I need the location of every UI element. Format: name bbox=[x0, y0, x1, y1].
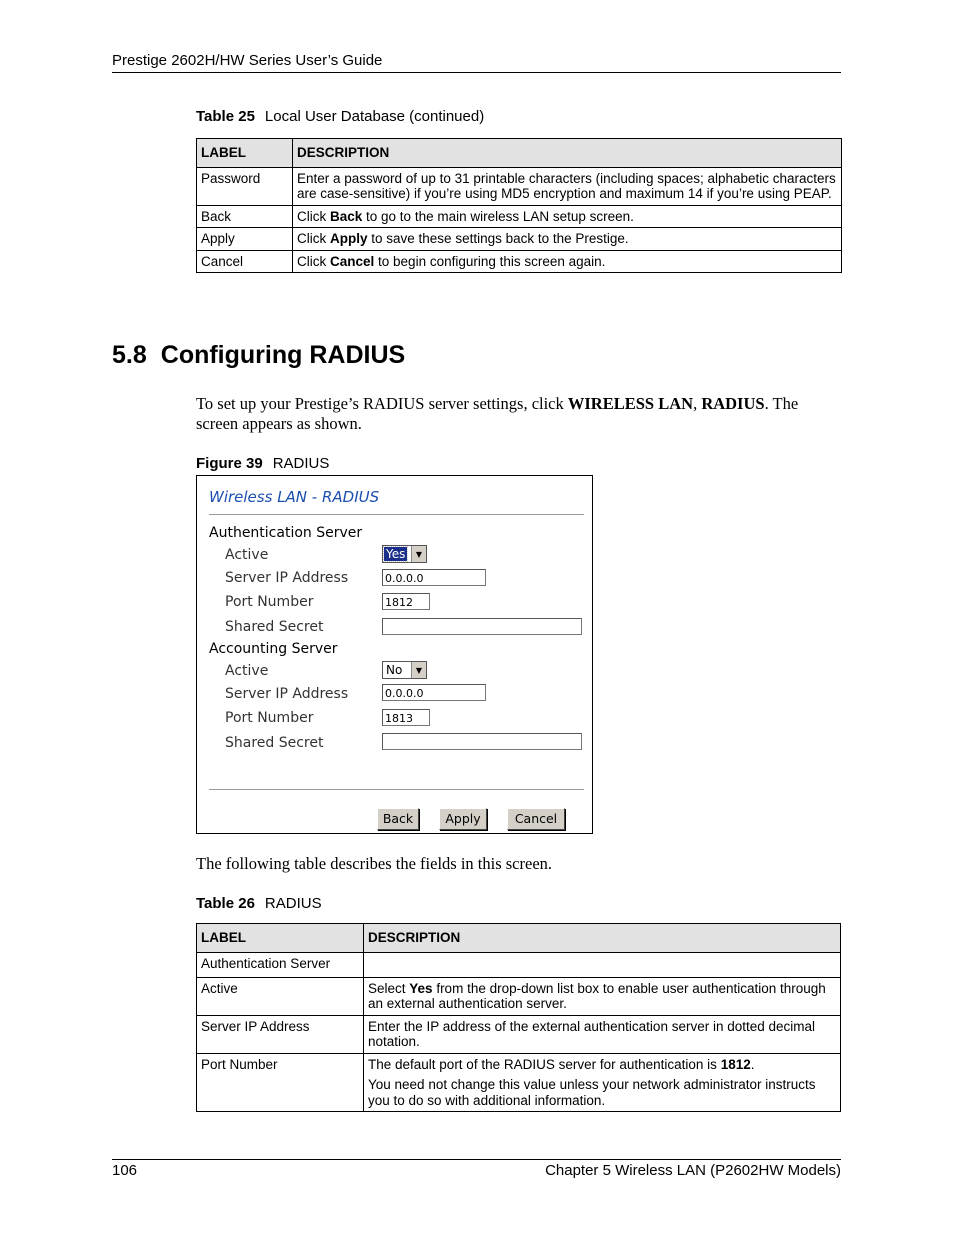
chapter-title: Chapter 5 Wireless LAN (P2602HW Models) bbox=[545, 1162, 841, 1179]
auth-ip-label: Server IP Address bbox=[225, 570, 349, 586]
table-row bbox=[197, 1053, 841, 1112]
row-description: Click Cancel to begin configuring this screen again. bbox=[293, 250, 842, 273]
table-row bbox=[197, 977, 841, 1015]
column-header: LABEL bbox=[197, 924, 364, 953]
auth-server-heading: Authentication Server bbox=[209, 525, 363, 541]
cancel-button[interactable]: Cancel bbox=[507, 808, 565, 830]
row-description: The default port of the RADIUS server for authentication is 1812. You need not change this value unless your network administrator instructs you to do so with additional information. bbox=[364, 1053, 841, 1112]
row-label: Back bbox=[197, 205, 293, 228]
row-description: Click Back to go to the main wireless LAN setup screen. bbox=[293, 205, 842, 228]
figure-number: Figure 39 bbox=[196, 455, 263, 472]
screen-title: Wireless LAN - RADIUS bbox=[209, 488, 380, 506]
auth-secret-label: Shared Secret bbox=[225, 619, 324, 635]
footer-rule bbox=[112, 1159, 841, 1160]
row-label: Authentication Server bbox=[197, 952, 364, 977]
auth-active-label: Active bbox=[225, 547, 269, 563]
chevron-down-icon: ▼ bbox=[411, 546, 426, 562]
acct-active-label: Active bbox=[225, 663, 269, 679]
row-label: Apply bbox=[197, 228, 293, 251]
table-row bbox=[197, 228, 842, 251]
table-number: Table 26 bbox=[196, 895, 255, 912]
auth-port-label: Port Number bbox=[225, 594, 314, 610]
acct-secret-label: Shared Secret bbox=[225, 735, 324, 751]
table-row bbox=[197, 167, 842, 205]
table-row bbox=[197, 205, 842, 228]
row-description: Click Apply to save these settings back to the Prestige. bbox=[293, 228, 842, 251]
acct-active-select[interactable]: No ▼ bbox=[382, 661, 427, 679]
row-description: Select Yes from the drop-down list box to enable user authentication through an external authentication server. bbox=[364, 977, 841, 1015]
row-label: Active bbox=[197, 977, 364, 1015]
auth-port-input[interactable]: 1812 bbox=[382, 593, 430, 610]
apply-button[interactable]: Apply bbox=[439, 808, 487, 830]
auth-secret-input[interactable] bbox=[382, 618, 582, 635]
column-header: LABEL bbox=[197, 139, 293, 168]
figure-caption bbox=[196, 455, 329, 472]
section-heading bbox=[112, 341, 405, 370]
auth-active-select[interactable]: Yes ▼ bbox=[382, 545, 427, 563]
row-label: Password bbox=[197, 167, 293, 205]
table-caption bbox=[196, 895, 322, 912]
radius-table bbox=[196, 923, 841, 1112]
divider bbox=[209, 789, 584, 790]
section-title: Configuring RADIUS bbox=[160, 341, 406, 369]
running-header: Prestige 2602H/HW Series User’s Guide bbox=[112, 52, 383, 69]
page-number: 106 bbox=[112, 1162, 138, 1179]
column-header: DESCRIPTION bbox=[364, 924, 841, 953]
acct-ip-input[interactable]: 0.0.0.0 bbox=[382, 684, 486, 701]
body-text: The following table describes the fields in this screen. bbox=[196, 854, 553, 873]
back-button[interactable]: Back bbox=[377, 808, 419, 830]
local-user-table bbox=[196, 138, 842, 273]
column-header: DESCRIPTION bbox=[293, 139, 842, 168]
table-row bbox=[197, 1015, 841, 1053]
radius-screenshot bbox=[196, 475, 593, 834]
row-label: Cancel bbox=[197, 250, 293, 273]
table-title: Local User Database (continued) bbox=[264, 108, 485, 125]
row-label: Server IP Address bbox=[197, 1015, 364, 1053]
row-description: Enter a password of up to 31 printable characters (including spaces; alphabetic characters are case-sensitive) if you’re using MD5 encryption and maximum 14 if you’re using PEAP. bbox=[293, 167, 842, 205]
row-description bbox=[364, 952, 841, 977]
auth-ip-input[interactable]: 0.0.0.0 bbox=[382, 569, 486, 586]
figure-title: RADIUS bbox=[272, 455, 330, 472]
header-rule bbox=[112, 72, 841, 73]
table-caption bbox=[196, 108, 484, 125]
section-number: 5.8 bbox=[112, 341, 147, 369]
intro-paragraph: To set up your Prestige’s RADIUS server settings, click WIRELESS LAN, RADIUS. The screen appears as shown. bbox=[196, 394, 799, 433]
acct-port-input[interactable]: 1813 bbox=[382, 709, 430, 726]
divider bbox=[209, 514, 584, 515]
acct-port-label: Port Number bbox=[225, 710, 314, 726]
table-row bbox=[197, 952, 841, 977]
chevron-down-icon: ▼ bbox=[411, 662, 426, 678]
acct-ip-label: Server IP Address bbox=[225, 686, 349, 702]
table-number: Table 25 bbox=[196, 108, 255, 125]
table-row bbox=[197, 250, 842, 273]
acct-secret-input[interactable] bbox=[382, 733, 582, 750]
acct-server-heading: Accounting Server bbox=[209, 641, 338, 657]
row-label: Port Number bbox=[197, 1053, 364, 1112]
table-title: RADIUS bbox=[264, 895, 322, 912]
row-description: Enter the IP address of the external authentication server in dotted decimal notation. bbox=[364, 1015, 841, 1053]
